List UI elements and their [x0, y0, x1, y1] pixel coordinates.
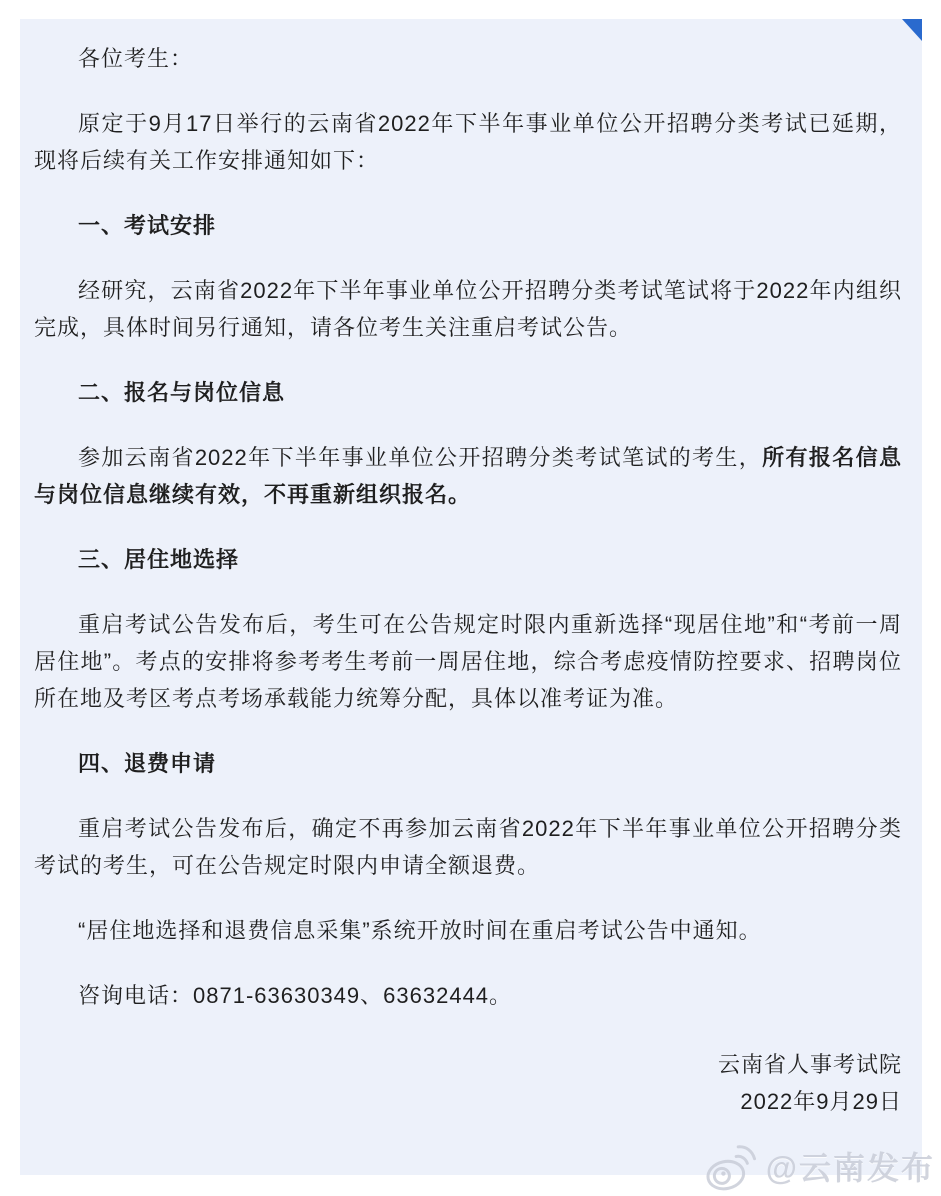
system-open-time-note: “居住地选择和退费信息采集”系统开放时间在重启考试公告中通知。 [78, 918, 762, 943]
notice-sheet [20, 19, 922, 1175]
section-exam-arrangement-text: 经研究，云南省2022年下半年事业单位公开招聘分类考试笔试将于2022年内组织完成，具体时间另行通知，请各位考生关注重启考试公告。 [34, 278, 902, 340]
section-registration-info-paragraph [34, 439, 902, 513]
section-refund-application-heading: 四、退费申请 [78, 751, 217, 776]
section-residence-selection-heading: 三、居住地选择 [78, 547, 240, 572]
section-residence-selection-text: 重启考试公告发布后，考生可在公告规定时限内重新选择“现居住地”和“考前一周居住地”。考点的安排将参考考生考前一周居住地，综合考虑疫情防控要求、招聘岗位所在地及考区考点考场承载能力统筹分配，具体以准考证为准。 [34, 612, 902, 711]
notice-content [34, 40, 902, 1120]
signature-block [34, 1046, 902, 1120]
watermark [702, 1141, 935, 1191]
section-refund-application-paragraph [34, 810, 902, 884]
watermark-label: @云南发布 [765, 1150, 935, 1186]
contact-phone-line: 咨询电话：0871-63630349、63632444。 [78, 983, 513, 1008]
section-registration-info-bold-text: 所有报名信息与岗位信息继续有效，不再重新组织报名。 [34, 445, 902, 507]
signature-organization: 云南省人事考试院 [717, 1052, 902, 1077]
section-registration-info-heading: 二、报名与岗位信息 [78, 380, 286, 405]
intro-paragraph: 原定于9月17日举行的云南省2022年下半年事业单位公开招聘分类考试已延期，现将后续有关工作安排通知如下： [34, 111, 902, 173]
weibo-icon [702, 1141, 758, 1191]
section-registration-info-text: 参加云南省2022年下半年事业单位公开招聘分类考试笔试的考生， [78, 445, 763, 470]
section-residence-selection-paragraph [34, 606, 902, 717]
section-exam-arrangement-heading: 一、考试安排 [78, 213, 217, 238]
section-exam-arrangement-paragraph [34, 272, 902, 346]
folded-corner-accent [902, 19, 922, 41]
signature-date: 2022年9月29日 [740, 1089, 902, 1114]
section-refund-application-text: 重启考试公告发布后，确定不再参加云南省2022年下半年事业单位公开招聘分类考试的考生，可在公告规定时限内申请全额退费。 [34, 816, 902, 878]
salutation: 各位考生： [78, 46, 194, 71]
